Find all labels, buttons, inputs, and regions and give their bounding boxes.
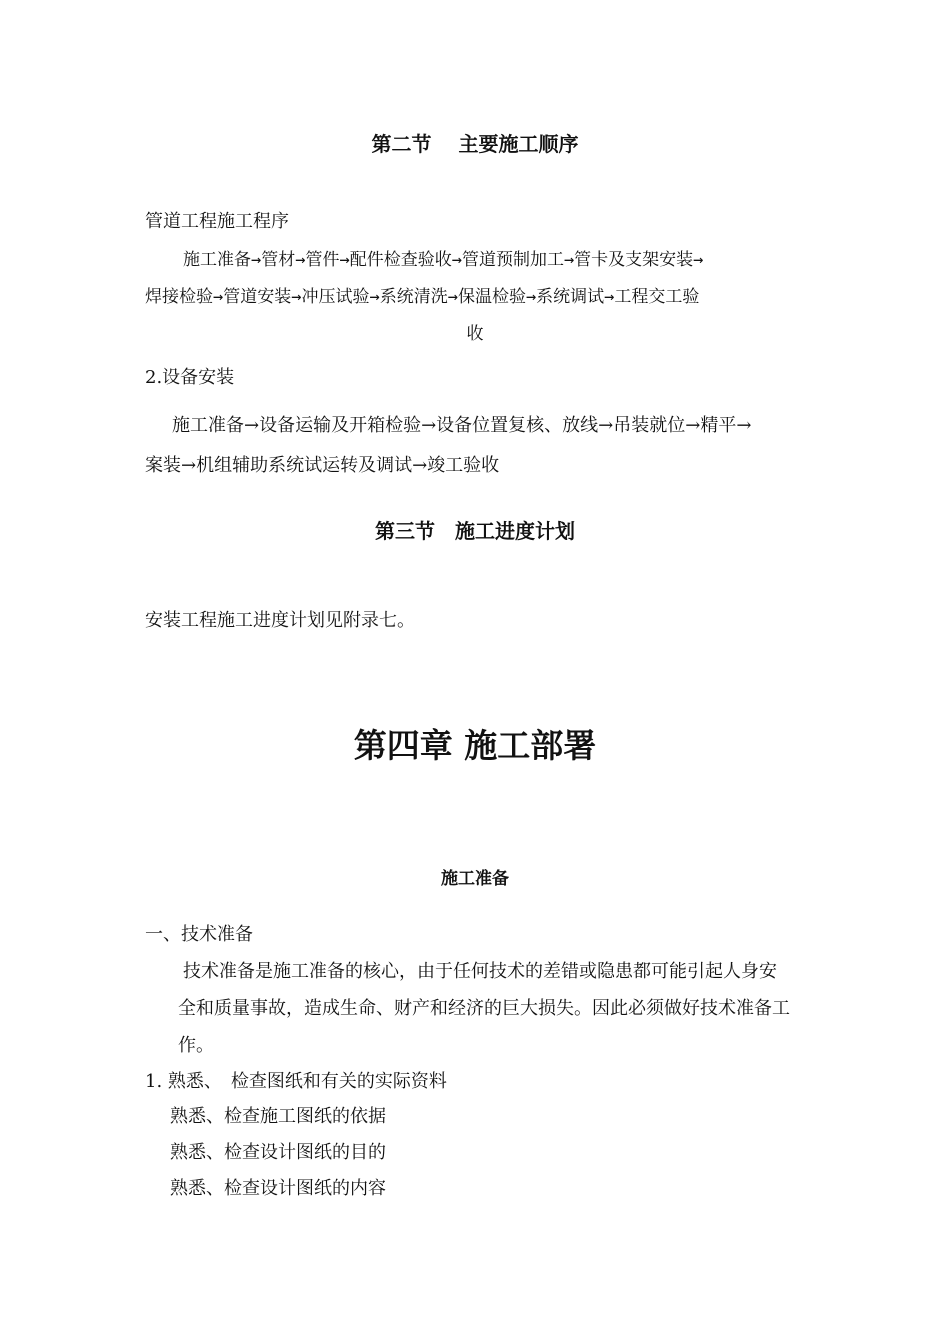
equipment-flow-line-1: 施工准备→设备运输及开箱检验→设备位置复核、放线→吊装就位→精平→ [172,415,752,436]
chapter-4-title: 第四章 施工部署 [353,726,597,765]
item-1-heading: 1. 熟悉、 检查图纸和有关的实际资料 [145,1071,447,1092]
item-1-sub-2: 熟悉、检查设计图纸的目的 [170,1142,386,1163]
pipe-flow-line-3: 收 [466,324,484,344]
pipe-flow-line-1: 施工准备→管材→管件→配件检查验收→管道预制加工→管卡及支架安装→ [183,250,704,270]
technical-paragraph-line-3: 作。 [178,1035,214,1056]
technical-paragraph-line-1: 技术准备是施工准备的核心，由于任何技术的差错或隐患都可能引起人身安 [183,961,777,982]
equipment-install-heading: 2.设备安装 [145,367,235,388]
item-1-sub-1: 熟悉、检查施工图纸的依据 [170,1106,386,1127]
technical-preparation-heading: 一、技术准备 [145,924,253,945]
pipe-process-heading: 管道工程施工程序 [145,211,289,232]
pipe-flow-line-2: 焊接检验→管道安装→冲压试验→系统清洗→保温检验→系统调试→工程交工验 [145,287,700,307]
section-2-title: 第二节 主要施工顺序 [371,132,579,156]
item-1-sub-3: 熟悉、检查设计图纸的内容 [170,1178,386,1199]
schedule-note: 安装工程施工进度计划见附录七。 [145,610,415,631]
equipment-flow-line-2: 案装→机组辅助系统试运转及调试→竣工验收 [145,455,500,476]
section-3-title: 第三节 施工进度计划 [375,519,575,543]
technical-paragraph-line-2: 全和质量事故，造成生命、财产和经济的巨大损失。因此必须做好技术准备工 [178,998,790,1019]
construction-preparation-title: 施工准备 [441,869,509,889]
